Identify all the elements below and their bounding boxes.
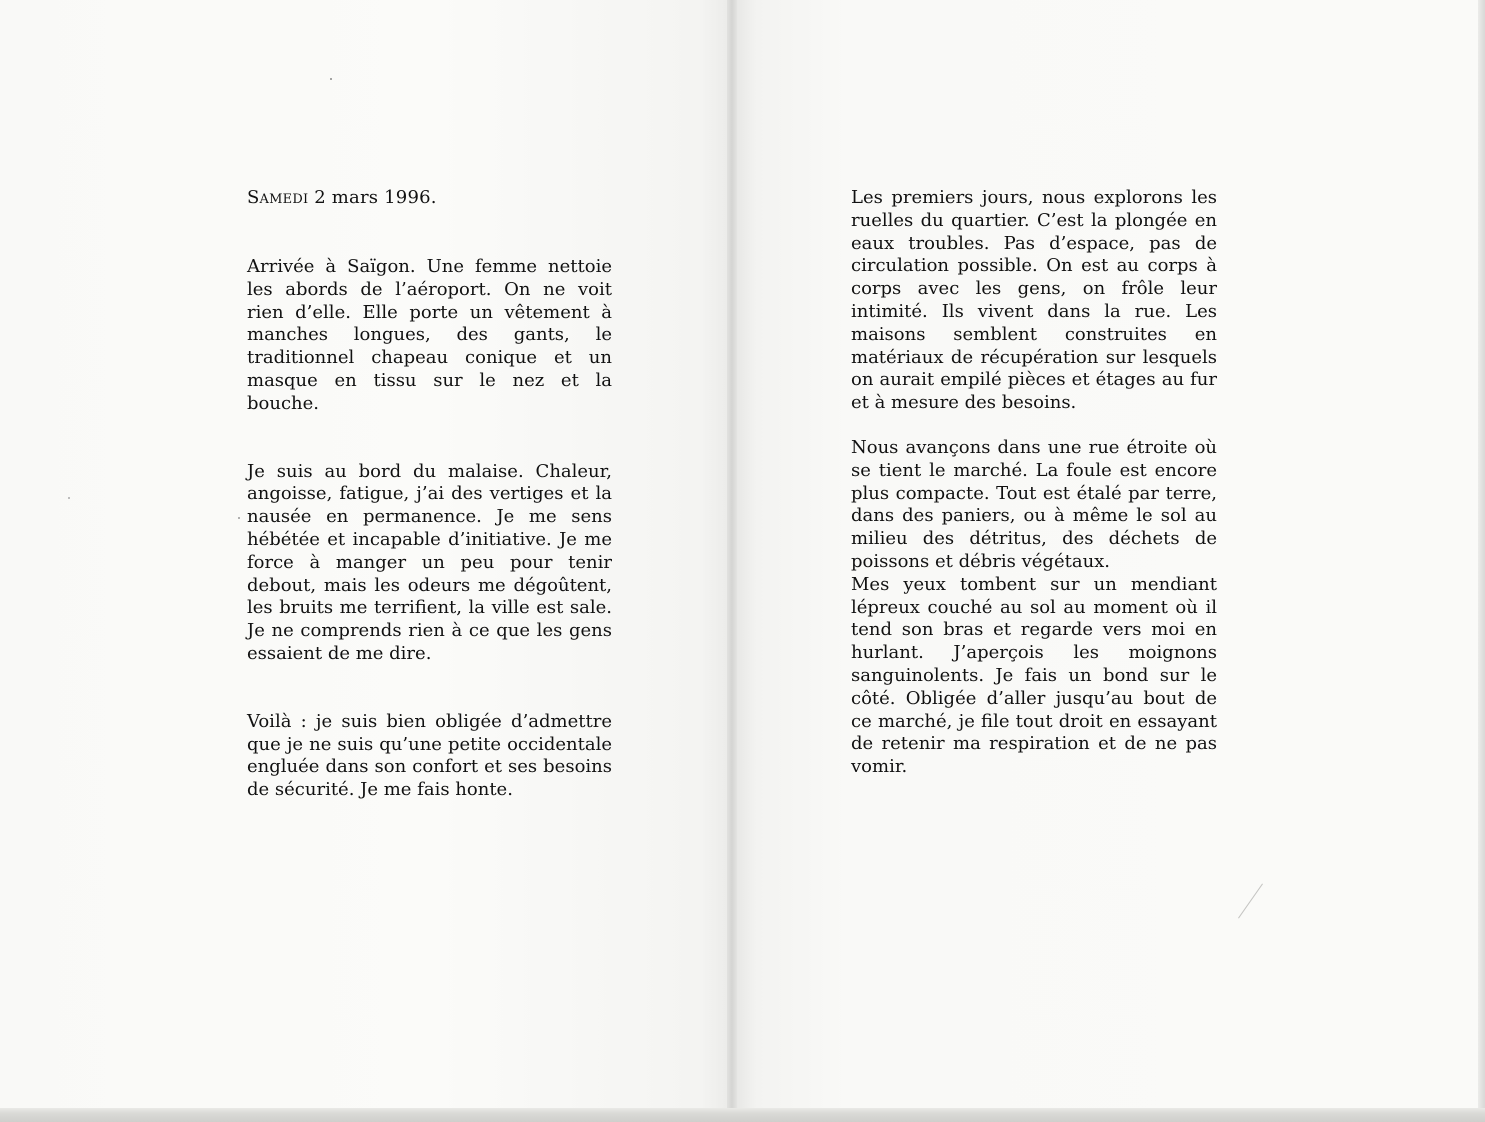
paragraph-beggar: Mes yeux tombent sur un mendiant lépreux couché au sol au moment où il tend son bras et regarde vers moi en hurlant. J’aperçois les moignons sanguinolents. Je fais un bond sur le côté. Obligée d’aller jusqu’au bout de ce marché, je file tout droit en essayant de retenir ma respiration et de ne pas vomir. xyxy=(851,573,1217,778)
paper-speck xyxy=(238,517,240,519)
entry-day: Samedi xyxy=(247,187,309,208)
right-text-column xyxy=(851,187,1217,779)
right-page xyxy=(734,0,1480,1110)
paragraph-malaise: Je suis au bord du malaise. Chaleur, angoisse, fatigue, j’ai des vertiges et la nausée en permanence. Je me sens hébétée et incapable d’initiative. Je me force à manger un peu pour tenir debout, mais les odeurs me dégoûtent, les bruits me terrifient, la ville est sale. Je ne comprends rien à ce que les gens essaient de me dire. xyxy=(247,460,612,664)
page-edge-bottom xyxy=(0,1108,1485,1122)
paragraph-voila: Voilà : je suis bien obligée d’admettre que je ne suis qu’une petite occidentale engluée dans son confort et ses besoins de sécurité. Je me fais honte. xyxy=(247,710,612,801)
paragraph-first-days: Les premiers jours, nous explorons les ruelles du quartier. C’est la plongée en eaux troubles. Pas d’espace, pas de circulation possible. On est au corps à corps avec les gens, on frôle leur intimité. Ils vivent dans la rue. Les maisons semblent construites en matériaux de récupération sur lesquels on aurait empilé pièces et étages au fur et à mesure des besoins. xyxy=(851,187,1217,414)
page-edge-right xyxy=(1478,0,1485,1122)
paper-speck xyxy=(330,78,332,80)
entry-date-heading xyxy=(247,187,612,209)
paper-crease-mark xyxy=(1238,884,1263,919)
book-gutter xyxy=(727,0,737,1122)
paragraph-market: Nous avançons dans une rue étroite où se tient le marché. La foule est encore plus compacte. Tout est étalé par terre, dans des paniers, ou à même le sol au milieu des détritus, des déchets de poissons et débris végétaux. xyxy=(851,436,1217,572)
paragraph-arrival: Arrivée à Saïgon. Une femme nettoie les abords de l’aéroport. On ne voit rien d’elle. Elle porte un vêtement à manches longues, des gants, le traditionnel chapeau conique et un masque en tissu sur le nez et la bouche. xyxy=(247,256,612,414)
paper-speck xyxy=(68,497,70,499)
entry-date: 2 mars 1996. xyxy=(314,187,437,208)
left-text-column xyxy=(247,187,612,802)
left-page xyxy=(0,0,730,1110)
